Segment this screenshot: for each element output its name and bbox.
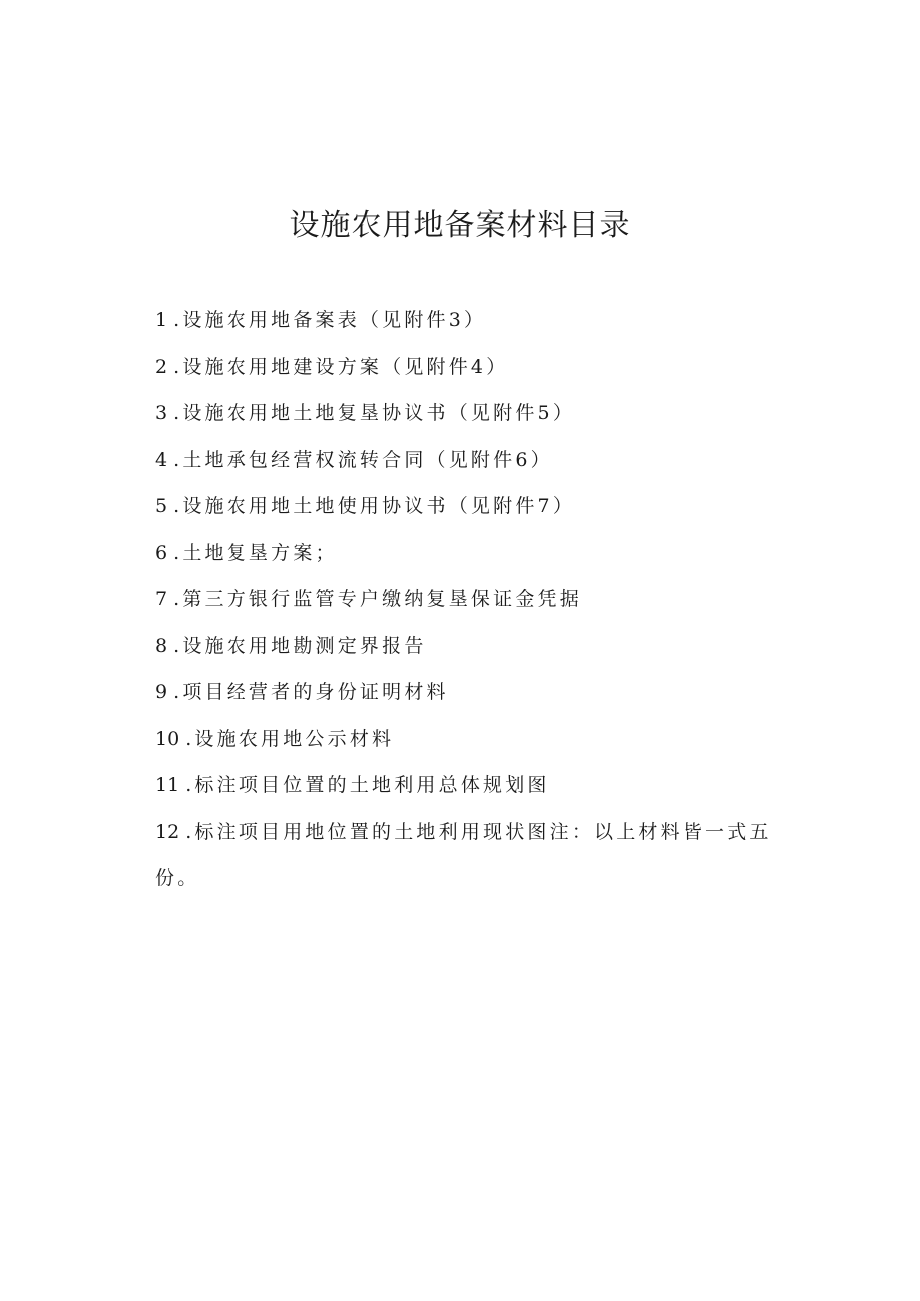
document-title: 设施农用地备案材料目录 [289, 208, 631, 243]
item-number: 12 [155, 820, 180, 843]
item-text: .设施农用地土地使用协议书（见附件7） [173, 495, 576, 517]
item-number: 10 [155, 727, 180, 750]
item-text: .标注项目位置的土地利用总体规划图 [185, 774, 550, 796]
list-item [155, 297, 815, 344]
list-item [155, 623, 815, 670]
item-text: .设施农用地勘测定界报告 [173, 634, 427, 657]
item-text: .标注项目用地位置的土地利用现状图注：以上材料皆一式五份。 [155, 820, 772, 889]
item-text: .土地复垦方案； [173, 541, 338, 564]
item-number: 7 [155, 588, 168, 610]
list-item [155, 437, 815, 484]
list-item [155, 576, 815, 623]
item-number: 3 [155, 402, 168, 424]
item-number: 1 [155, 309, 168, 331]
list-item [155, 809, 815, 902]
materials-list [155, 297, 815, 902]
item-text: .项目经营者的身份证明材料 [173, 681, 449, 703]
list-item [155, 390, 815, 437]
item-number: 5 [155, 495, 168, 517]
list-item [155, 530, 815, 577]
item-number: 2 [155, 355, 168, 378]
item-number: 11 [155, 774, 180, 796]
item-number: 9 [155, 681, 168, 703]
list-item [155, 716, 815, 763]
item-number: 8 [155, 634, 168, 657]
item-number: 6 [155, 541, 168, 564]
list-item [155, 344, 815, 391]
list-item [155, 762, 815, 809]
list-item [155, 483, 815, 530]
item-text: .设施农用地备案表（见附件3） [173, 309, 487, 331]
item-text: .设施农用地土地复垦协议书（见附件5） [173, 402, 576, 424]
item-text: .第三方银行监管专户缴纳复垦保证金凭据 [173, 588, 582, 610]
item-number: 4 [155, 448, 168, 471]
item-text: .土地承包经营权流转合同（见附件6） [173, 448, 553, 471]
item-text: .设施农用地公示材料 [185, 727, 395, 750]
item-text: .设施农用地建设方案（见附件4） [173, 355, 509, 378]
list-item [155, 669, 815, 716]
